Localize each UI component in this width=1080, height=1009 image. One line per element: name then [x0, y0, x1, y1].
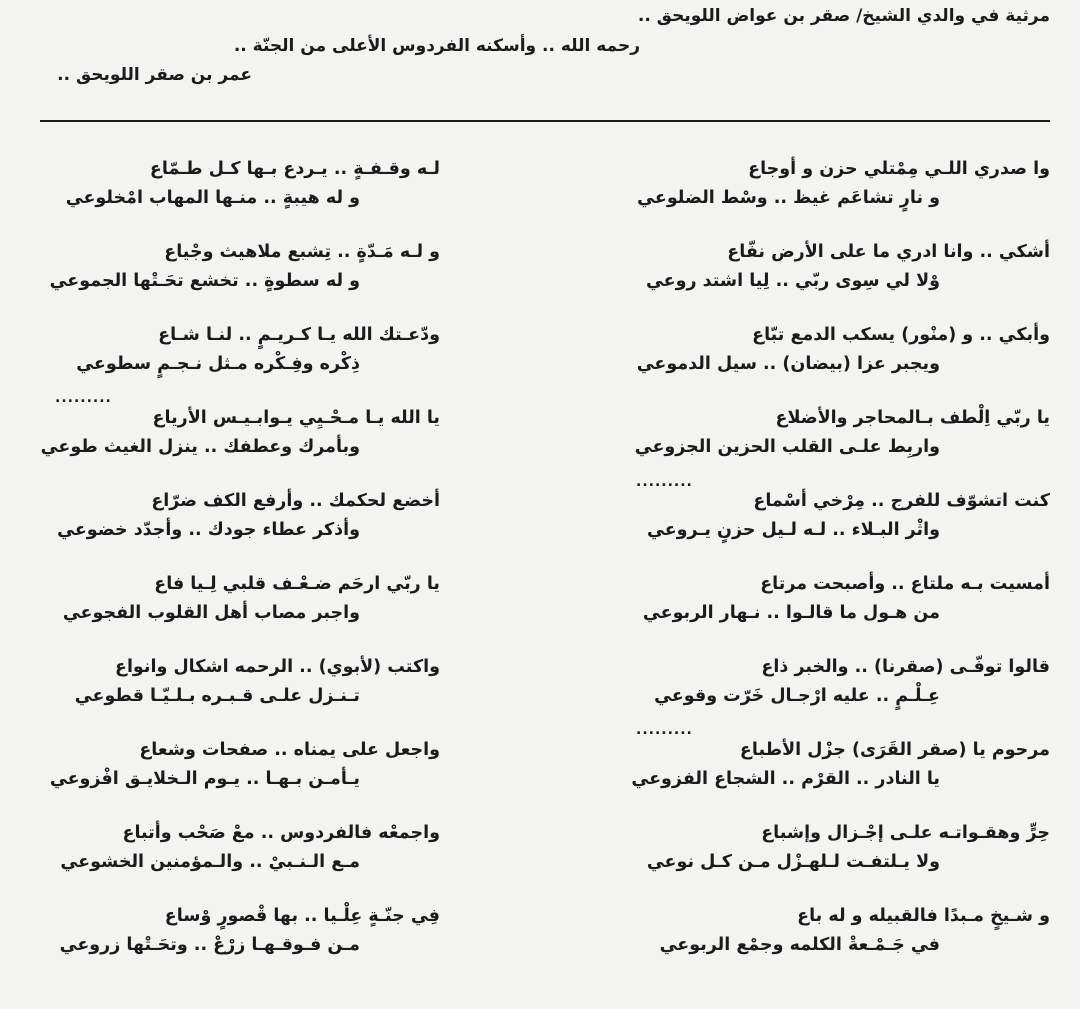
stanza: [0, 155, 440, 238]
poem-dedication: رحمه الله .. وأسكنه الفردوس الأعلى من الجنّة ..: [233, 36, 640, 56]
verse-first-half: أخضع لحكمك .. وأرفع الكف ضرّاع: [151, 491, 440, 511]
verse-first-half: أمسيت بـه ملتاع .. وأصبحت مرتاع: [760, 574, 1050, 594]
stanza: [0, 570, 440, 653]
stanza: [590, 238, 1050, 321]
verse-second-half: يـأمـن بـهـا .. يـوم الـخلايـق افْزوعي: [49, 769, 360, 789]
section-separator-dots: .........: [55, 390, 112, 406]
verse-first-half: واكتب (لأبوي) .. الرحمه اشكال وانواع: [114, 657, 440, 677]
verse-first-half: يا الله يـا مـحْـيِي يـوابـيـس الأرياع: [152, 408, 440, 428]
verse-second-half: و له سطوةٍ .. تخشع تحَـتْها الجموعي: [49, 271, 360, 291]
stanza: [0, 653, 440, 736]
verse-first-half: يا ربّي ارحَم ضـعْـف قلبي لِـيا فاع: [154, 574, 440, 594]
stanza: [590, 736, 1050, 819]
verse-second-half: وبأمرك وعطفك .. ينزل الغيث طوعي: [40, 437, 360, 457]
verse-first-half: ودّعـتك الله يـا كـريـمٍ .. لنـا شـاع: [158, 325, 440, 345]
poem-column-right: [590, 155, 1050, 985]
verse-second-half: عِـلْـمٍ .. عليه ارْجـال خَرّت وقوعي: [654, 686, 940, 706]
stanza: [0, 819, 440, 902]
verse-second-half: ذِكْره وفِـكْره مـثل نـجـمٍ سطوعي: [76, 354, 360, 374]
verse-first-half: فِي جنّـةٍ عِلْـيا .. بها قْصورٍ وْساع: [164, 906, 440, 926]
verse-second-half: من هـول ما قالـوا .. نـهار الربوعي: [642, 603, 940, 623]
verse-second-half: وْلا لي سِوى ربّي .. لِيا اشتد روعي: [645, 271, 940, 291]
verse-second-half: مـع الـنـبيْ .. والـمؤمنين الخشوعي: [60, 852, 360, 872]
verse-second-half: تـنـزل علـى قـبـره بـلـيّـا قطوعي: [74, 686, 360, 706]
verse-second-half: و نارٍ تشاعَم غيظ .. وسْط الضلوعي: [637, 188, 940, 208]
verse-second-half: واثْر البـلاء .. لـه لـيل حزنٍ يـروعي: [646, 520, 940, 540]
verse-first-half: أشكي .. وانا ادري ما على الأرض نفّاع: [727, 242, 1050, 262]
poem-header: [0, 0, 1080, 110]
verse-second-half: واجبر مصاب أهل القلوب الفجوعي: [62, 603, 360, 623]
stanza: [590, 819, 1050, 902]
poem-column-left: [0, 155, 440, 985]
stanza: [590, 902, 1050, 985]
stanza: [0, 404, 440, 487]
header-divider: [40, 120, 1050, 122]
verse-second-half: يا النادر .. القرْم .. الشجاع الفزوعي: [631, 769, 940, 789]
stanza: [0, 902, 440, 985]
poem-author: عمر بن صقر اللويحق ..: [57, 65, 252, 85]
verse-first-half: مرحوم يا (صقر القَرَى) جزْل الأطباع: [739, 740, 1050, 760]
section-separator-dots: .........: [636, 474, 693, 490]
verse-first-half: واجعل على يمناه .. صفحات وشعاع: [139, 740, 440, 760]
verse-second-half: ولا يـلتفـت لـلهـزْل مـن كـل نوعي: [646, 852, 940, 872]
stanza: [0, 736, 440, 819]
verse-second-half: ويجبر عزا (بيضان) .. سيل الدموعي: [636, 354, 940, 374]
verse-first-half: قالوا توفّـى (صقرنا) .. والخبر ذاع: [761, 657, 1050, 677]
section-separator-dots: .........: [636, 722, 693, 738]
stanza: [590, 570, 1050, 653]
stanza: [590, 487, 1050, 570]
verse-first-half: وأبكي .. و (منْور) يسكب الدمع تبّاع: [752, 325, 1050, 345]
stanza: [0, 238, 440, 321]
verse-first-half: كنت اتشوّف للفرج .. مِرْخي أسْماع: [753, 491, 1050, 511]
verse-first-half: لـه وقـفـةٍ .. يـردع بـها كـل طـمّاع: [149, 159, 440, 179]
verse-first-half: و شـيخٍ مـبدًا فالقبيله و له باع: [797, 906, 1050, 926]
verse-first-half: حِرٍّ وهقـواتـه علـى إجْـزال وإشباع: [761, 823, 1050, 843]
poem-title: مرثية في والدي الشيخ/ صقر بن عواض اللويحق ..: [637, 6, 1050, 26]
stanza: [590, 155, 1050, 238]
verse-second-half: في جَـمْـعةْ الكلمه وجمْع الربوعي: [659, 935, 940, 955]
verse-second-half: وأذكر عطاء جودك .. وأجدّد خضوعي: [57, 520, 360, 540]
stanza: [590, 321, 1050, 404]
stanza: [0, 487, 440, 570]
verse-second-half: مـن فـوقـهـا زرْعْ .. وتحَـتْها زروعي: [59, 935, 360, 955]
verse-second-half: و له هيبةٍ .. منـها المهاب امْخلوعي: [65, 188, 360, 208]
verse-first-half: و لـه مَـدّةٍ .. تِشبع ملاهيث وجْياع: [164, 242, 440, 262]
verse-first-half: وا صدري اللـي مِمْتلي حزن و أوجاع: [748, 159, 1050, 179]
verse-first-half: واجمعْه فالفردوس .. معْ صَحْب وأتباع: [122, 823, 440, 843]
verse-second-half: واربِط علـى القلب الحزين الجزوعي: [634, 437, 940, 457]
verse-first-half: يا ربّي اِلْطف بـالمحاجر والأضلاع: [775, 408, 1050, 428]
